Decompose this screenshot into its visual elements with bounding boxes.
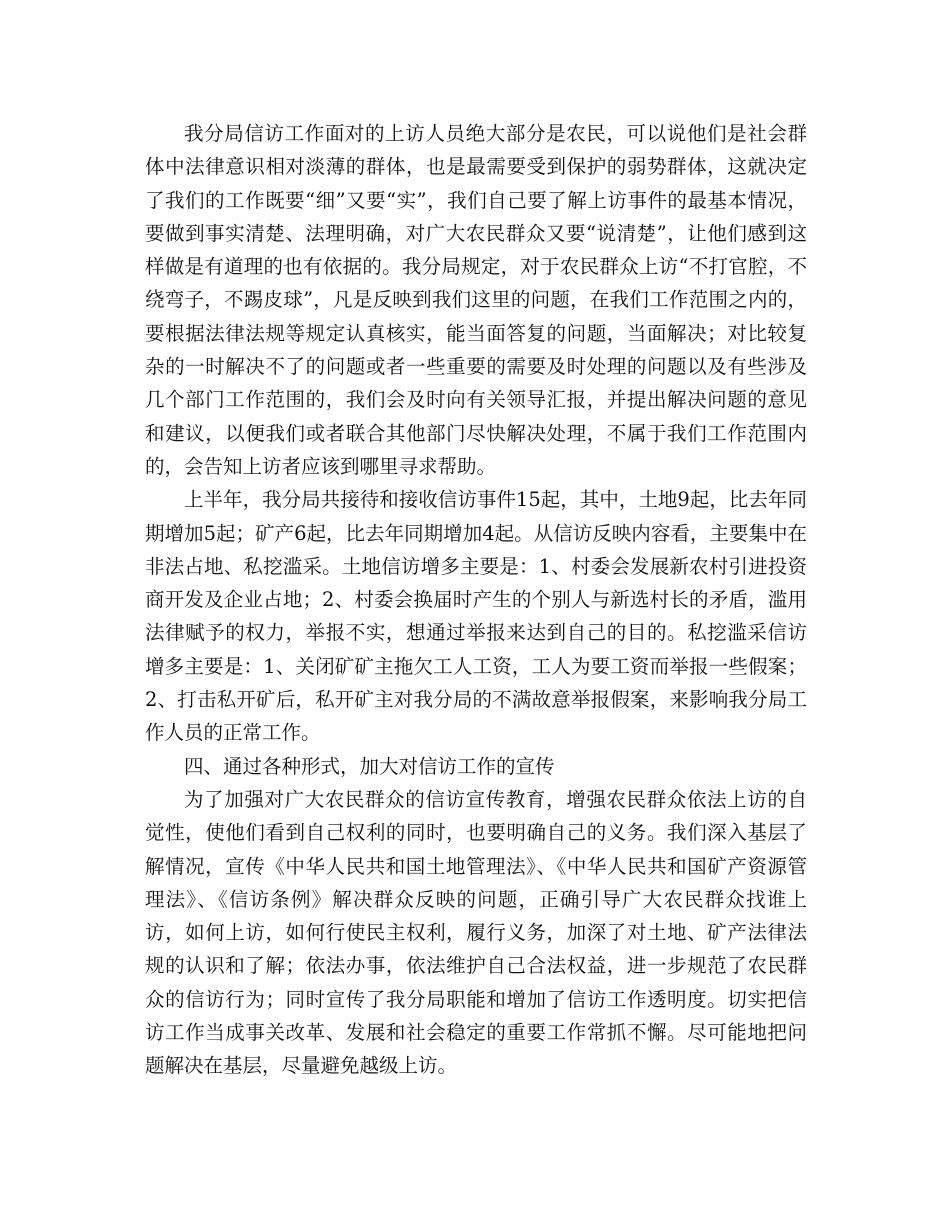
document-body (145, 117, 807, 1083)
section-heading-publicity: 四、通过各种形式，加大对信访工作的宣传 (184, 754, 555, 778)
paragraph-petition-handling: 我分局信访工作面对的上访人员绝大部分是农民，可以说他们是社会群体中法律意识相对淡薄的群体，也是最需要受到保护的弱势群体，这就决定了我们的工作既要“细”又要“实”，我们自己要了解上访事件的最基本情况，要做到事实清楚、法理明确，对广大农民群众又要“说清楚”，让他们感到这样做是有道理的也有依据的。我分局规定，对于农民群众上访“不打官腔，不绕弯子，不踢皮球”，凡是反映到我们这里的问题，在我们工作范围之内的，要根据法律法规等规定认真核实，能当面答复的问题，当面解决；对比较复杂的一时解决不了的问题或者一些重要的需要及时处理的问题以及有些涉及几个部门工作范围的，我们会及时向有关领导汇报，并提出解决问题的意见和建议，以便我们或者联合其他部门尽快解决处理，不属于我们工作范围内的，会告知上访者应该到哪里寻求帮助。 (145, 122, 807, 478)
paragraph-half-year-statistics: 上半年，我分局共接待和接收信访事件15起，其中，土地9起，比去年同期增加5起；矿产6起，比去年同期增加4起。从信访反映内容看，主要集中在非法占地、私挖滥采。土地信访增多主要是：1、村委会发展新农村引进投资商开发及企业占地；2、村委会换届时产生的个别人与新选村长的矛盾，滥用法律赋予的权力，举报不实，想通过举报来达到自己的目的。私挖滥采信访增多主要是：1、关闭矿矿主拖欠工人工资，工人为要工资而举报一些假案；2、打击私开矿后，私开矿主对我分局的不满故意举报假案，来影响我分局工作人员的正常工作。 (145, 488, 807, 745)
paragraph-publicity-education: 为了加强对广大农民群众的信访宣传教育，增强农民群众依法上访的自觉性，使他们看到自己权利的同时，也要明确自己的义务。我们深入基层了解情况，宣传《中华人民共和国土地管理法》、《中华人民共和国矿产资源管理法》、《信访条例》解决群众反映的问题，正确引导广大农民群众找谁上访，如何上访，如何行使民主权利，履行义务，加深了对土地、矿产法律法规的认识和了解；依法办事，依法维护自己合法权益，进一步规范了农民群众的信访行为；同时宣传了我分局职能和增加了信访工作透明度。切实把信访工作当成事关改革、发展和社会稳定的重要工作常抓不懈。尽可能地把问题解决在基层，尽量避免越级上访。 (145, 787, 807, 1078)
